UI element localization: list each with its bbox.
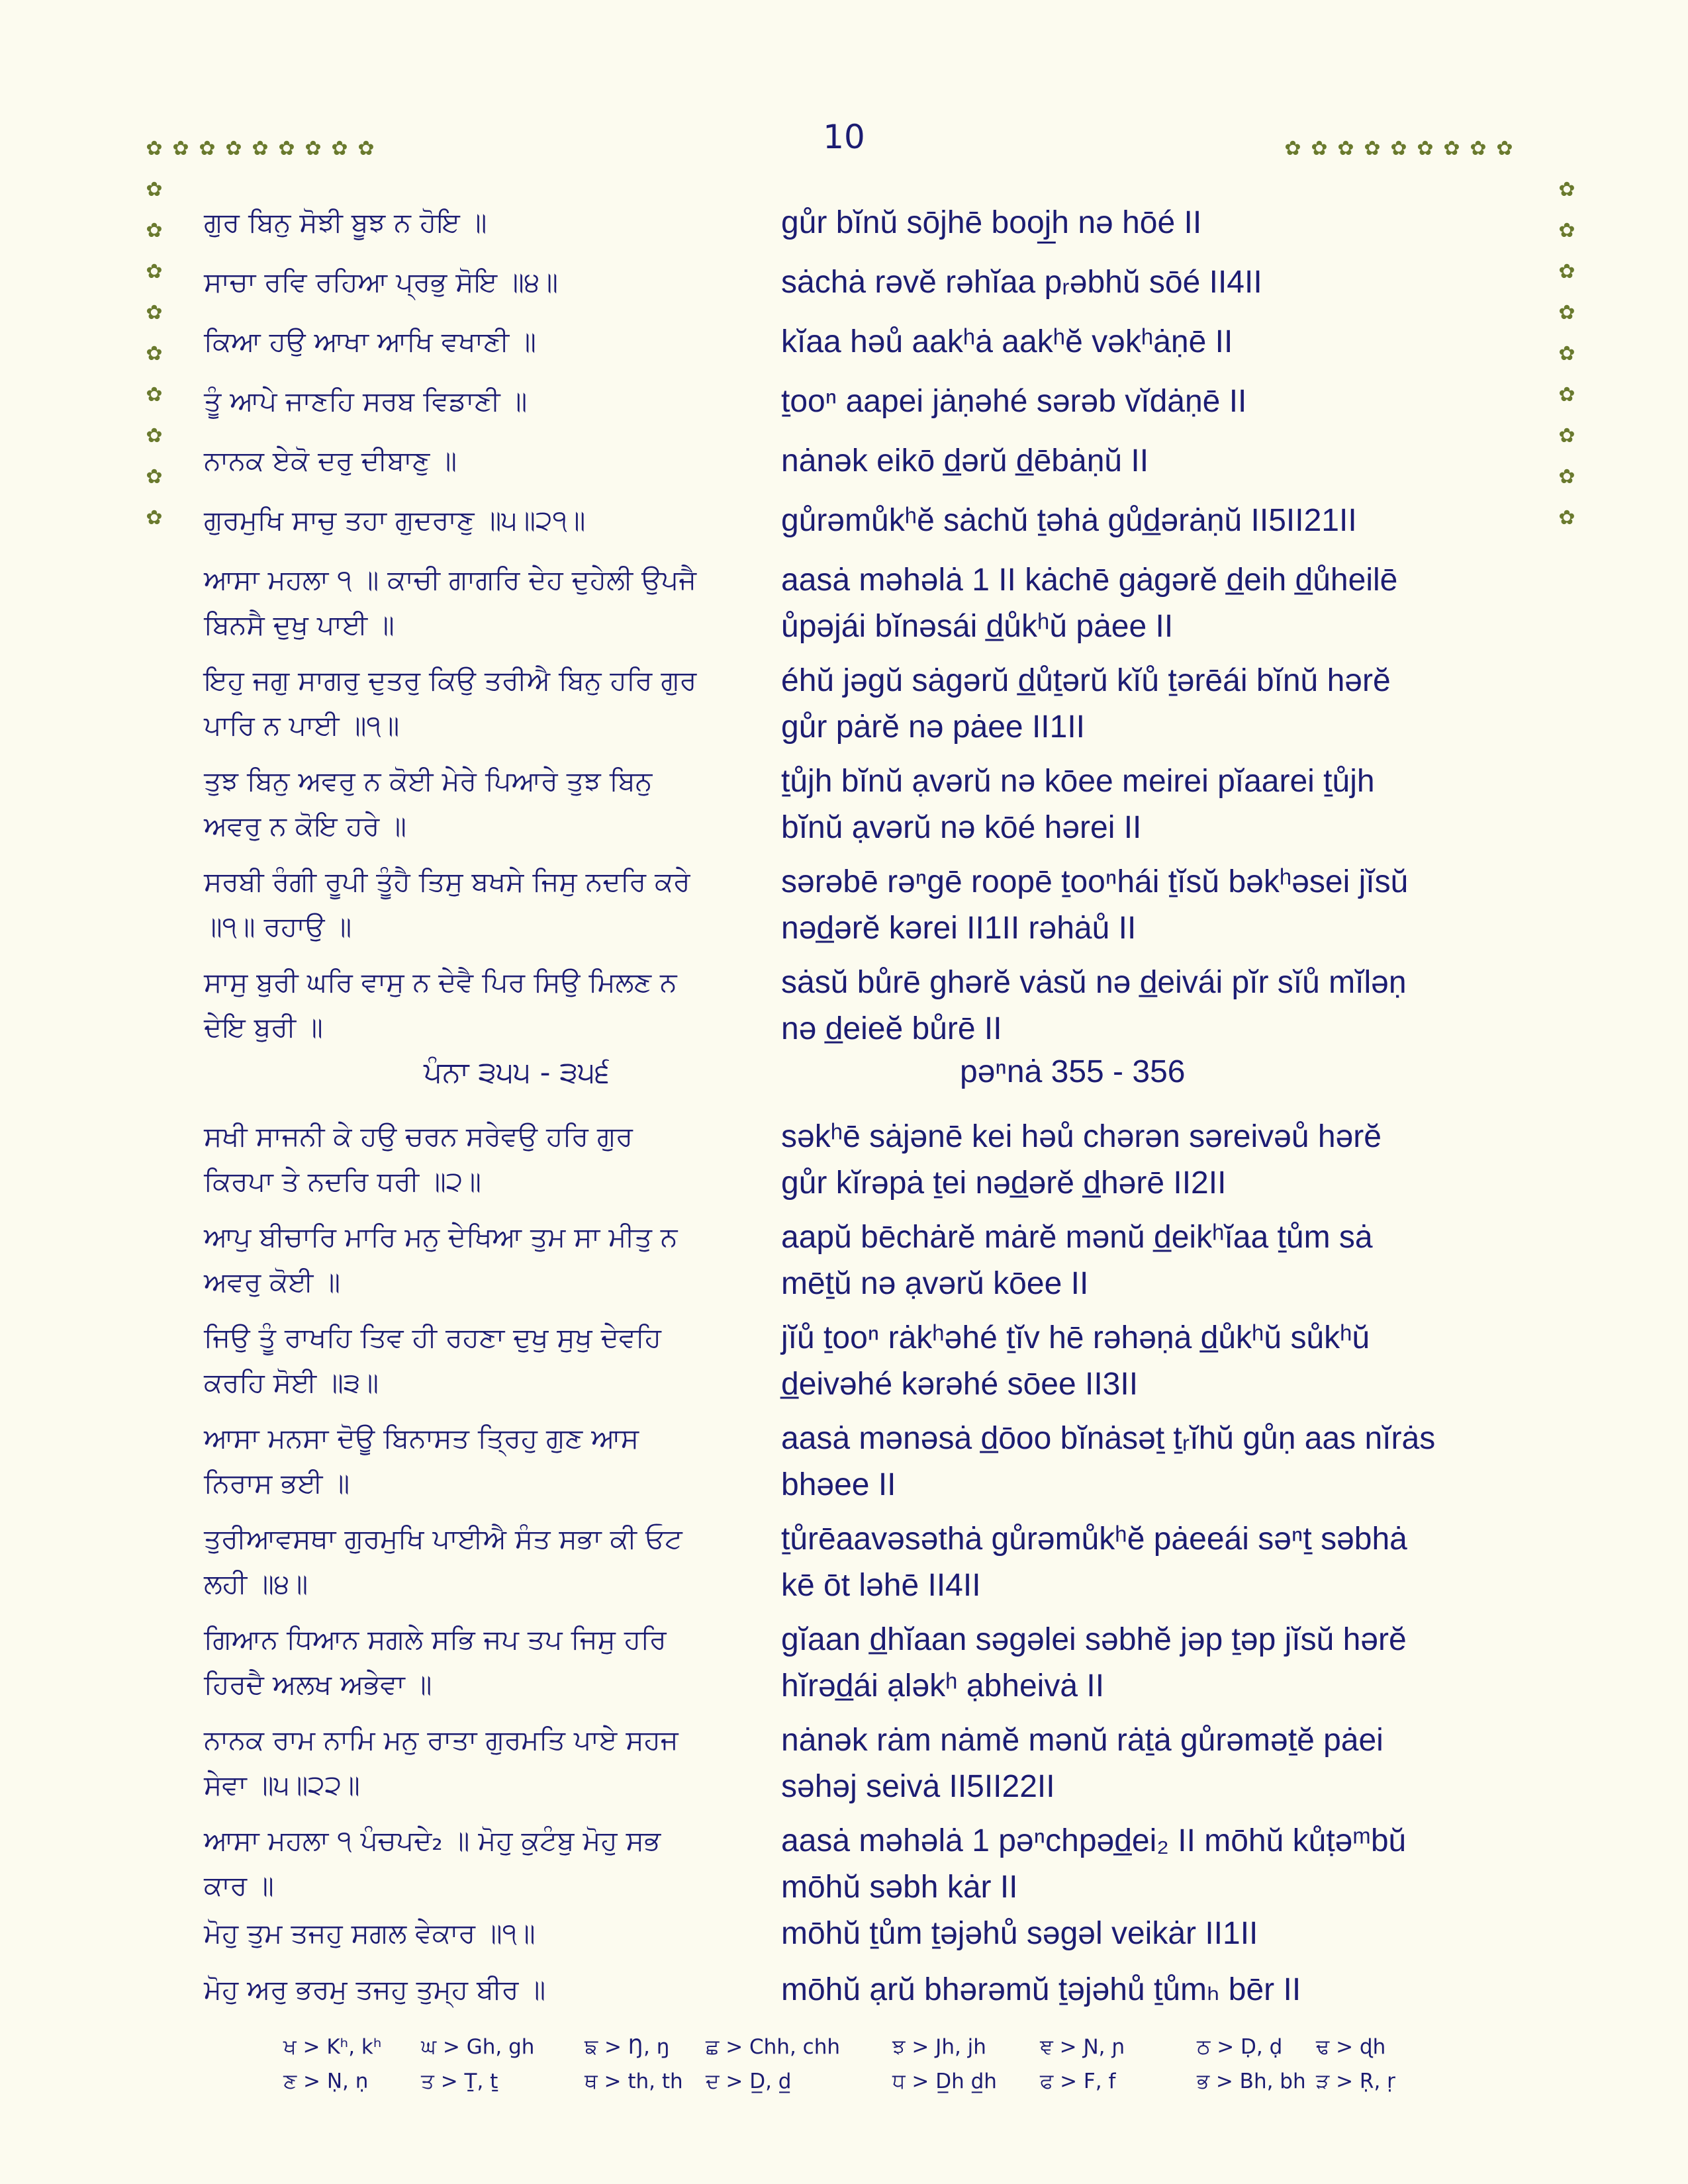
transliteration-text [781, 1114, 1529, 1206]
gurmukhi-text [204, 319, 773, 364]
transliteration-line: nə d̲eieĕ bůrē II [781, 1011, 1002, 1046]
transliteration-text [781, 658, 1529, 751]
flower-icon: ✿ [1558, 301, 1575, 324]
gurmukhi-line: ਆਸਾ ਮਹਲਾ ੧ ਪੰਚਪਦੇ₂ ॥ ਮੋਹੁ ਕੁਟੰਬੁ ਮੋਹੁ ਸਭ [204, 1825, 661, 1856]
transliteration-text [781, 1717, 1529, 1810]
transliteration-line: səhəj seivȧ II5II22II [781, 1769, 1055, 1804]
flower-icon: ✿ [146, 465, 163, 488]
flower-icon: ✿ [225, 137, 242, 160]
legend-entry: ਖ > Kʰ, kʰ [283, 2035, 382, 2059]
gurmukhi-line: ਸਾਸੁ ਬੁਰੀ ਘਰਿ ਵਾਸੁ ਨ ਦੇਵੈ ਪਿਰ ਸਿਉ ਮਿਲਣ ਨ [204, 966, 677, 998]
gurmukhi-line: ਤੁਝ ਬਿਨੁ ਅਵਰੁ ਨ ਕੋਈ ਮੇਰੇ ਪਿਆਰੇ ਤੁਝ ਬਿਨੁ [204, 765, 653, 797]
flower-icon: ✿ [1558, 424, 1575, 447]
transliteration-line: gĭaan d̲hĭaan səgəlei səbhĕ jəp ṯəp jĭsŭ hərĕ [781, 1622, 1407, 1657]
gurmukhi-text [204, 438, 773, 483]
flower-icon: ✿ [1364, 137, 1381, 160]
transliteration-text [781, 1911, 1529, 1957]
transliteration-text [781, 379, 1529, 425]
flower-icon: ✿ [1558, 260, 1575, 283]
legend-entry: ਘ > Gh, gh [421, 2035, 535, 2059]
transliteration-text [781, 1315, 1529, 1408]
transliteration-text [781, 960, 1529, 1052]
gurmukhi-text [204, 259, 773, 304]
flower-icon: ✿ [146, 137, 163, 160]
gurmukhi-line: ॥੧॥ ਰਹਾਉ ॥ [204, 911, 352, 942]
legend-entry: ਫ > F, f [1040, 2070, 1116, 2093]
gurmukhi-line: ਕਰਹਿ ਸੋਈ ॥੩॥ [204, 1367, 379, 1398]
flower-icon: ✿ [1558, 342, 1575, 365]
transliteration-line: nȧnək eikō d̲ərŭ d̲ēbȧṇŭ II [781, 443, 1149, 478]
legend-entry: ਥ > th, th [585, 2070, 683, 2093]
gurmukhi-line: ਅਵਰੁ ਨ ਕੋਇ ਹਰੇ ॥ [204, 810, 406, 842]
section-heading-gurmukhi: ਪੰਨਾ ੩੫੫ - ੩੫੬ [424, 1056, 610, 1089]
gurmukhi-line: ਸਖੀ ਸਾਜਨੀ ਕੇ ਹਉ ਚਰਨ ਸਰੇਵਉ ਹਰਿ ਗੁਰ [204, 1120, 633, 1152]
gurmukhi-line: ਦੇਇ ਬੁਰੀ ॥ [204, 1011, 323, 1043]
flower-icon: ✿ [146, 506, 163, 529]
flower-icon: ✿ [146, 424, 163, 447]
gurmukhi-line: ਸੇਵਾ ॥੫॥੨੨॥ [204, 1769, 360, 1801]
transliteration-line: mōhŭ səbh kȧr II [781, 1870, 1018, 1905]
gurmukhi-text [204, 557, 773, 647]
gurmukhi-line: ਬਿਨਸੈ ਦੁਖੁ ਪਾਈ ॥ [204, 609, 395, 641]
transliteration-text [781, 1967, 1529, 2013]
legend-entry: ਠ > Ḍ, ḍ [1197, 2035, 1283, 2059]
transliteration-text [781, 438, 1529, 484]
transliteration-text [781, 200, 1529, 246]
gurmukhi-text [204, 200, 773, 245]
legend-entry: ਭ > Bh, bh [1197, 2070, 1306, 2093]
transliteration-line: ṯůrēaavəsəthȧ gůrəmůkʰĕ pȧeeái səⁿṯ səbhȧ [781, 1522, 1407, 1557]
flower-icon: ✿ [1558, 383, 1575, 406]
gurmukhi-line: ਨਾਨਕ ਏਕੋ ਦਰੁ ਦੀਬਾਣੁ ॥ [204, 445, 457, 477]
gurmukhi-line: ਕਿਆ ਹਉ ਆਖਾ ਆਖਿ ਵਖਾਣੀ ॥ [204, 326, 536, 357]
transliteration-line: nəd̲ərĕ kərei II1II rəhȧů II [781, 911, 1137, 946]
gurmukhi-text [204, 498, 773, 543]
transliteration-line: kĭaa həů aakʰȧ aakʰĕ vəkʰȧṇē II [781, 324, 1233, 359]
gurmukhi-line: ਤੂੰ ਆਪੇ ਜਾਣਹਿ ਸਰਬ ਵਿਡਾਣੀ ॥ [204, 385, 528, 417]
flower-icon: ✿ [146, 219, 163, 242]
transliteration-text [781, 557, 1529, 650]
transliteration-line: hĭrəd̲ái ạləkʰ ạbheivȧ II [781, 1668, 1105, 1704]
transliteration-line: gůr bĭnŭ sōjhē booj̲h nə hōé II [781, 205, 1202, 240]
flower-icon: ✿ [278, 137, 295, 160]
transliteration-text [781, 259, 1529, 306]
gurmukhi-line: ਇਹੁ ਜਗੁ ਸਾਗਰੁ ਦੁਤਰੁ ਕਿਉ ਤਰੀਐ ਬਿਨੁ ਹਰਿ ਗੁਰ [204, 664, 697, 696]
legend-entry: ਦ > D̲, d̲ [706, 2070, 792, 2093]
transliteration-text [781, 1818, 1529, 1911]
flower-icon: ✿ [1558, 465, 1575, 488]
gurmukhi-line: ਆਪੁ ਬੀਚਾਰਿ ਮਾਰਿ ਮਨੁ ਦੇਖਿਆ ਤੁਮ ਸਾ ਮੀਤੁ ਨ [204, 1221, 678, 1253]
transliteration-line: ṯůjh bĭnŭ ạvərŭ nə kōee meirei pĭaarei ṯůjh [781, 764, 1375, 799]
transliteration-line: ṯooⁿ aapei jȧṇəhé sərəb vĭdȧṇē II [781, 384, 1247, 419]
gurmukhi-line: ਗੁਰਮੁਖਿ ਸਾਚੁ ਤਹਾ ਗੁਦਰਾਣੁ ॥੫॥੨੧॥ [204, 504, 586, 536]
gurmukhi-text [204, 1911, 773, 1956]
gurmukhi-line: ਆਸਾ ਮਹਲਾ ੧ ॥ ਕਾਚੀ ਗਾਗਰਿ ਦੇਹ ਦੁਹੇਲੀ ਉਪਜੈ [204, 564, 697, 596]
flower-icon: ✿ [1311, 137, 1328, 160]
flower-icon: ✿ [1417, 137, 1434, 160]
flower-icon: ✿ [357, 137, 375, 160]
gurmukhi-text [204, 1114, 773, 1204]
gurmukhi-text [204, 1416, 773, 1506]
gurmukhi-text [204, 1516, 773, 1606]
gurmukhi-line: ਨਾਨਕ ਰਾਮ ਨਾਮਿ ਮਨੁ ਰਾਤਾ ਗੁਰਮਤਿ ਪਾਏ ਸਹਜ [204, 1724, 679, 1756]
transliteration-line: səkʰē sȧjənē kei həů chərən səreivəů hərĕ [781, 1119, 1382, 1154]
flower-icon: ✿ [1390, 137, 1407, 160]
gurmukhi-line: ਗੁਰ ਬਿਨੁ ਸੋਝੀ ਬੂਝ ਨ ਹੋਇ ॥ [204, 206, 487, 238]
flower-icon: ✿ [146, 342, 163, 365]
transliteration-text [781, 498, 1529, 544]
gurmukhi-line: ਜਿਉ ਤੂੰ ਰਾਖਹਿ ਤਿਵ ਹੀ ਰਹਣਾ ਦੁਖੁ ਸੁਖੁ ਦੇਵਹਿ [204, 1322, 661, 1353]
flower-icon: ✿ [172, 137, 189, 160]
flower-icon: ✿ [1558, 219, 1575, 242]
gurmukhi-line: ਪਾਰਿ ਨ ਪਾਈ ॥੧॥ [204, 709, 400, 741]
gurmukhi-text [204, 1967, 773, 2012]
transliteration-text [781, 319, 1529, 365]
transliteration-line: d̲eivəhé kərəhé sōee II3II [781, 1367, 1139, 1402]
flower-icon: ✿ [252, 137, 269, 160]
legend-entry: ਝ > Jh, jh [892, 2035, 986, 2059]
transliteration-line: jĭů ṯooⁿ rȧkʰəhé ṯĭv hē rəhəṇȧ d̲ůkʰŭ sůkʰŭ [781, 1320, 1370, 1355]
gurmukhi-text [204, 379, 773, 424]
gurmukhi-text [204, 859, 773, 949]
gurmukhi-text [204, 960, 773, 1050]
gurmukhi-line: ਤੁਰੀਆਵਸਥਾ ਗੁਰਮੁਖਿ ਪਾਈਐ ਸੰਤ ਸਭਾ ਕੀ ਓਟ [204, 1523, 682, 1555]
gurmukhi-text [204, 758, 773, 848]
gurmukhi-line: ਕਿਰਪਾ ਤੇ ਨਦਰਿ ਧਰੀ ॥੨॥ [204, 1165, 481, 1197]
transliteration-text [781, 1416, 1529, 1508]
transliteration-text [781, 758, 1529, 851]
flower-icon: ✿ [331, 137, 348, 160]
gurmukhi-line: ਸਾਚਾ ਰਵਿ ਰਹਿਆ ਪ੍ਰਭੁ ਸੋਇ ॥੪॥ [204, 266, 559, 298]
flower-icon: ✿ [1496, 137, 1513, 160]
transliteration-line: kē ōt ləhē II4II [781, 1568, 981, 1603]
legend-entry: ਛ > Chh, chh [706, 2035, 841, 2059]
legend-entry: ਙ > Ŋ, ŋ [585, 2035, 670, 2059]
page-number: 10 [823, 118, 865, 156]
gurmukhi-line: ਲਹੀ ॥੪॥ [204, 1568, 308, 1600]
gurmukhi-line: ਗਿਆਨ ਧਿਆਨ ਸਗਲੇ ਸਭਿ ਜਪ ਤਪ ਜਿਸੁ ਹਰਿ [204, 1623, 667, 1655]
section-heading-transliteration: pəⁿnȧ 355 - 356 [960, 1054, 1186, 1089]
transliteration-line: gůr kĭrəpȧ ṯei nəd̲ərĕ d̲hərē II2II [781, 1165, 1227, 1201]
gurmukhi-line: ਆਸਾ ਮਨਸਾ ਦੋਊ ਬਿਨਾਸਤ ਤ੍ਰਿਹੁ ਗੁਣ ਆਸ [204, 1422, 639, 1454]
transliteration-line: mōhŭ ṯům ṯəjəhů səgəl veikȧr II1II [781, 1916, 1258, 1951]
transliteration-line: sərəbē rəⁿgē roopē ṯooⁿhái ṯĭsŭ bəkʰəsei jĭsŭ [781, 864, 1409, 899]
gurmukhi-line: ਕਾਰ ॥ [204, 1870, 274, 1901]
flower-icon: ✿ [199, 137, 216, 160]
gurmukhi-line: ਸਰਬੀ ਰੰਗੀ ਰੂਪੀ ਤੂੰਹੈ ਤਿਸੁ ਬਖਸੇ ਜਿਸੁ ਨਦਰਿ ਕਰੇ [204, 866, 690, 897]
transliteration-line: éhŭ jəgŭ sȧgərŭ d̲ůṯərŭ kĭů ṯərēái bĭnŭ hərĕ [781, 663, 1391, 698]
gurmukhi-line: ਹਿਰਦੈ ਅਲਖ ਅਭੇਵਾ ॥ [204, 1668, 432, 1700]
transliteration-legend [283, 2035, 1409, 2101]
flower-icon: ✿ [1443, 137, 1460, 160]
transliteration-line: bhəee II [781, 1467, 896, 1502]
gurmukhi-text [204, 1214, 773, 1304]
gurmukhi-text [204, 1315, 773, 1405]
transliteration-line: ůpəjái bĭnəsái d̲ůkʰŭ pȧee II [781, 609, 1174, 644]
gurmukhi-line: ਨਿਰਾਸ ਭਈ ॥ [204, 1467, 350, 1499]
gurmukhi-text [204, 1617, 773, 1707]
gurmukhi-line: ਅਵਰੁ ਕੋਈ ॥ [204, 1266, 341, 1298]
legend-entry: ਤ > Ṯ, ṯ [421, 2070, 498, 2093]
flower-icon: ✿ [1558, 506, 1575, 529]
transliteration-line: aasȧ məhəlȧ 1 pəⁿchpəd̲ei₂ II mōhŭ kůṭəᵐbŭ [781, 1823, 1407, 1858]
flower-icon: ✿ [146, 301, 163, 324]
flower-icon: ✿ [1470, 137, 1487, 160]
transliteration-line: sȧsŭ bůrē ghərĕ vȧsŭ nə d̲eivái pĭr sĭů mĭləṇ [781, 965, 1407, 1000]
flower-icon: ✿ [146, 260, 163, 283]
legend-entry: ੜ > Ṛ, ṛ [1316, 2070, 1395, 2093]
transliteration-text [781, 1214, 1529, 1307]
transliteration-line: mēṯŭ nə ạvərŭ kōee II [781, 1266, 1089, 1301]
legend-entry: ਞ > Ɲ, ɲ [1040, 2035, 1125, 2059]
transliteration-line: aasȧ mənəsȧ d̲ōoo bĭnȧsəṯ ṯᵣĭhŭ gůṇ aas nĭrȧs [781, 1421, 1436, 1456]
gurmukhi-text [204, 1818, 773, 1908]
transliteration-line: mōhŭ ạrŭ bhərəmŭ ṯəjəhů ṯůmₕ bēr II [781, 1972, 1301, 2007]
gurmukhi-line: ਮੋਹੁ ਅਰੁ ਭਰਮੁ ਤਜਹੁ ਤੁਮ੍ਹ ਬੀਰ ॥ [204, 1974, 546, 2005]
gurmukhi-line: ਮੋਹੁ ਤੁਮ ਤਜਹੁ ਸਗਲ ਵੇਕਾਰ ॥੧॥ [204, 1917, 536, 1949]
flower-icon: ✿ [146, 383, 163, 406]
transliteration-line: aapŭ bēchȧrĕ mȧrĕ mənŭ d̲eikʰĭaa ṯům sȧ [781, 1220, 1373, 1255]
flower-icon: ✿ [305, 137, 322, 160]
legend-entry: ਧ > D̲h d̲h [892, 2070, 997, 2093]
flower-icon: ✿ [1337, 137, 1354, 160]
transliteration-text [781, 1617, 1529, 1709]
flower-icon: ✿ [1558, 178, 1575, 201]
transliteration-line: gůr pȧrĕ nə pȧee II1II [781, 709, 1085, 745]
flower-icon: ✿ [146, 178, 163, 201]
transliteration-text [781, 1516, 1529, 1609]
transliteration-line: bĭnŭ ạvərŭ nə kōé hərei II [781, 810, 1142, 845]
transliteration-line: gůrəmůkʰĕ sȧchŭ ṯəhȧ gůd̲ərȧṇŭ II5II21II [781, 503, 1357, 538]
legend-entry: ਣ > Ṇ, ṇ [283, 2070, 369, 2093]
transliteration-text [781, 859, 1529, 952]
gurmukhi-text [204, 1717, 773, 1807]
gurmukhi-text [204, 658, 773, 748]
transliteration-line: nȧnək rȧm nȧmĕ mənŭ rȧṯȧ gůrəməṯĕ pȧei [781, 1723, 1383, 1758]
transliteration-line: sȧchȧ rəvĕ rəhĭaa pᵣəbhŭ sōé II4II [781, 265, 1262, 300]
flower-icon: ✿ [1284, 137, 1301, 160]
legend-entry: ਢ > ɖh [1316, 2035, 1386, 2059]
transliteration-line: aasȧ məhəlȧ 1 II kȧchē gȧgərĕ d̲eih d̲ůheilē [781, 563, 1398, 598]
